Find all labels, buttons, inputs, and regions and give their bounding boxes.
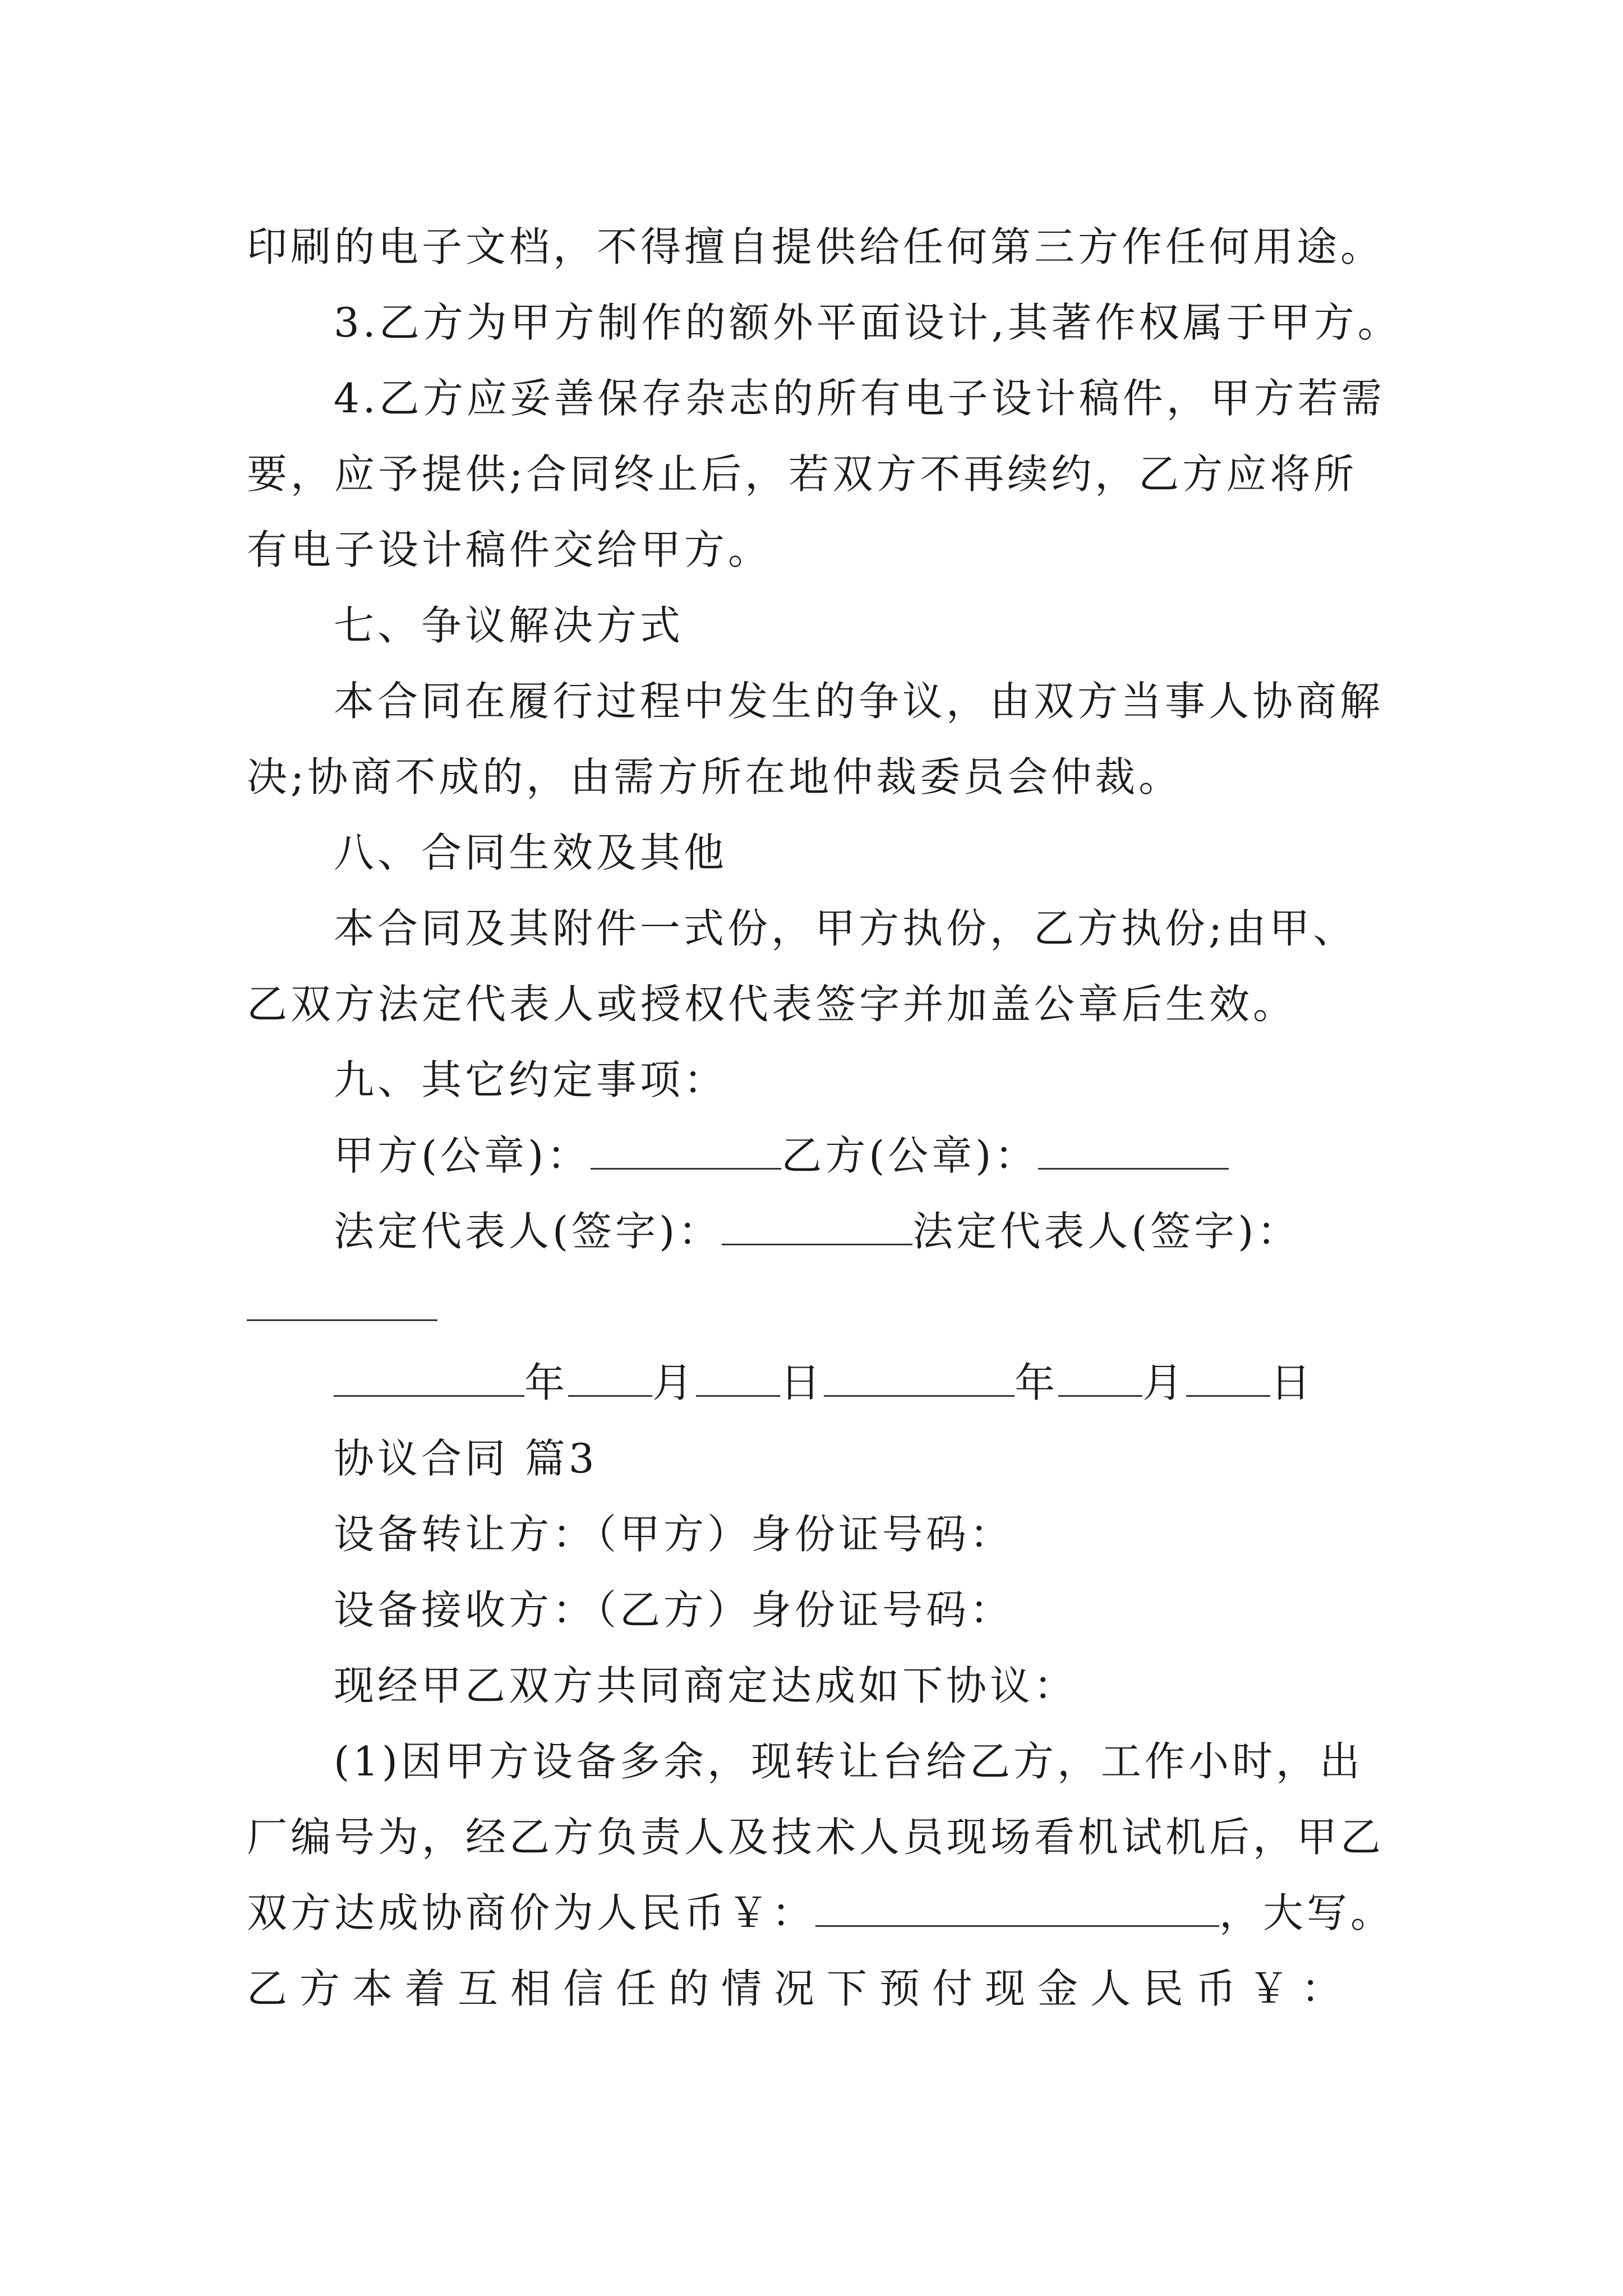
representative-line <box>334 1206 1301 1257</box>
paragraph-line: (1)因甲方设备多余，现转让台给乙方，工作小时，出 <box>334 1738 1363 1785</box>
day-label: 日 <box>1270 1359 1315 1406</box>
party-b-seal-label: 乙方(公章)： <box>781 1132 1039 1179</box>
continued-blank-line <box>247 1282 437 1332</box>
date-blank <box>824 1360 1015 1397</box>
party-a-rep-label: 法定代表人(签字)： <box>334 1208 722 1255</box>
party-b-rep-label: 法定代表人(签字)： <box>912 1208 1301 1255</box>
paragraph-line: 本合同在履行过程中发生的争议，由双方当事人协商解 <box>334 678 1384 725</box>
paragraph-line: 设备转让方：（甲方）身份证号码： <box>334 1511 1014 1558</box>
day-label: 日 <box>780 1359 824 1406</box>
year-label: 年 <box>524 1359 569 1406</box>
month-label: 月 <box>1142 1359 1187 1406</box>
paragraph-line: 乙双方法定代表人或授权代表签字并加盖公章后生效。 <box>247 981 1297 1028</box>
paragraph-line: 印刷的电子文档，不得擅自提供给任何第三方作任何用途。 <box>247 223 1385 270</box>
month-label: 月 <box>652 1359 697 1406</box>
date-blank <box>1058 1360 1142 1397</box>
signature-blank <box>1038 1133 1229 1170</box>
paragraph-line: 决;协商不成的，由需方所在地仲裁委员会仲裁。 <box>247 753 1183 800</box>
paragraph-line: 乙方本着互相信任的情况下预付现金人民币￥： <box>247 1965 1354 2012</box>
paragraph-line: 厂编号为，经乙方负责人及技术人员现场看机试机后，甲乙 <box>247 1814 1385 1861</box>
section-heading: 九、其它约定事项： <box>334 1056 728 1103</box>
paragraph-line: 现经甲乙双方共同商定达成如下协议： <box>334 1662 1078 1709</box>
date-blank <box>568 1360 652 1397</box>
paragraph-line: 4.乙方应妥善保存杂志的所有电子设计稿件，甲方若需 <box>334 375 1385 422</box>
paragraph-line: 设备接收方：（乙方）身份证号码： <box>334 1586 1014 1634</box>
paragraph-line: 要，应予提供;合同终止后，若双方不再续约，乙方应将所 <box>247 450 1358 498</box>
section-heading: 八、合同生效及其他 <box>334 829 728 876</box>
price-suffix: ，大写。 <box>1219 1889 1395 1936</box>
price-blank <box>815 1890 1219 1927</box>
date-blank <box>696 1360 780 1397</box>
price-line <box>247 1888 1394 1938</box>
seal-line <box>334 1130 1229 1181</box>
signature-blank <box>722 1209 912 1245</box>
date-blank <box>1186 1360 1270 1397</box>
paragraph-line: 3.乙方为甲方制作的额外平面设计,其著作权属于甲方。 <box>334 299 1401 346</box>
section-heading: 七、争议解决方式 <box>334 602 684 649</box>
year-label: 年 <box>1015 1359 1059 1406</box>
date-line <box>334 1358 1314 1408</box>
date-blank <box>334 1360 524 1397</box>
price-prefix: 双方达成协商价为人民币￥： <box>247 1889 816 1936</box>
party-a-seal-label: 甲方(公章)： <box>334 1132 591 1179</box>
paragraph-line: 有电子设计稿件交给甲方。 <box>247 526 772 573</box>
section-title: 协议合同 篇3 <box>334 1435 598 1482</box>
signature-blank <box>591 1133 781 1170</box>
paragraph-line: 本合同及其附件一式份，甲方执份，乙方执份;由甲、 <box>334 905 1357 952</box>
signature-blank <box>247 1285 437 1321</box>
